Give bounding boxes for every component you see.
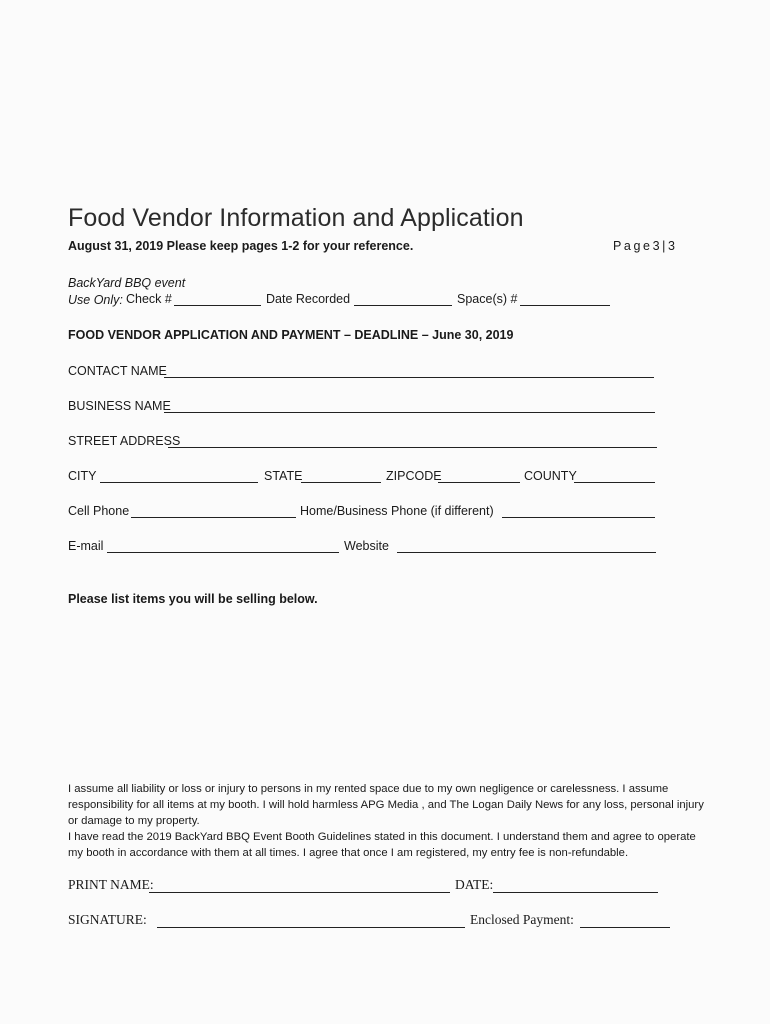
- date-label: DATE:: [455, 877, 494, 892]
- state-label: STATE: [264, 469, 303, 483]
- city-label: CITY: [68, 469, 97, 483]
- contact-name-field[interactable]: [164, 377, 654, 378]
- email-label: E-mail: [68, 539, 104, 553]
- enclosed-payment-label: Enclosed Payment:: [470, 912, 574, 927]
- items-heading: Please list items you will be selling below.: [68, 592, 318, 606]
- signature-label: SIGNATURE:: [68, 912, 147, 927]
- street-address-label: STREET ADDRESS: [68, 434, 181, 448]
- guidelines-paragraph: I have read the 2019 BackYard BBQ Event Booth Guidelines stated in this document. I understand them and agree to operate my booth in accordance with them at all times. I agree that once I am registered, my entry fee is non-refundable.: [68, 831, 696, 859]
- page-title: Food Vendor Information and Application: [68, 204, 524, 232]
- check-number-field[interactable]: [174, 305, 261, 306]
- business-name-field[interactable]: [164, 412, 655, 413]
- zipcode-label: ZIPCODE: [386, 469, 442, 483]
- contact-name-label: CONTACT NAME: [68, 364, 167, 378]
- office-event-line: BackYard BBQ event: [68, 276, 186, 290]
- cell-phone-label: Cell Phone: [68, 504, 130, 518]
- office-use-only-label: Use Only:: [68, 293, 123, 307]
- subheading: August 31, 2019 Please keep pages 1-2 for your reference.: [68, 239, 414, 253]
- home-phone-field[interactable]: [502, 517, 655, 518]
- items-area[interactable]: [68, 612, 688, 772]
- website-label: Website: [344, 539, 389, 553]
- date-recorded-label: Date Recorded: [266, 292, 351, 306]
- signature-field[interactable]: [157, 927, 465, 928]
- enclosed-payment-field[interactable]: [580, 927, 670, 928]
- county-field[interactable]: [574, 482, 655, 483]
- spaces-field[interactable]: [520, 305, 610, 306]
- website-field[interactable]: [397, 552, 656, 553]
- spaces-label: Space(s) #: [457, 292, 518, 306]
- city-field[interactable]: [100, 482, 258, 483]
- business-name-label: BUSINESS NAME: [68, 399, 171, 413]
- print-name-field[interactable]: [149, 892, 450, 893]
- liability-paragraph: I assume all liability or loss or injury to persons in my rented space due to my own negligence or carelessness. I assume responsibility for all items at my booth. I will hold harmless APG Media , and The Logan Daily News for any loss, personal injury or damage to my property.: [68, 783, 704, 827]
- home-phone-label: Home/Business Phone (if different): [300, 504, 494, 518]
- page-number: Page3|3: [613, 239, 678, 253]
- county-label: COUNTY: [524, 469, 577, 483]
- date-field[interactable]: [493, 892, 658, 893]
- check-label: Check #: [126, 292, 172, 306]
- email-field[interactable]: [107, 552, 339, 553]
- print-name-label: PRINT NAME:: [68, 877, 154, 892]
- state-field[interactable]: [301, 482, 381, 483]
- zipcode-field[interactable]: [438, 482, 520, 483]
- cell-phone-field[interactable]: [131, 517, 296, 518]
- street-address-field[interactable]: [168, 447, 657, 448]
- deadline-heading: FOOD VENDOR APPLICATION AND PAYMENT – DEADLINE – June 30, 2019: [68, 328, 514, 342]
- date-recorded-field[interactable]: [354, 305, 452, 306]
